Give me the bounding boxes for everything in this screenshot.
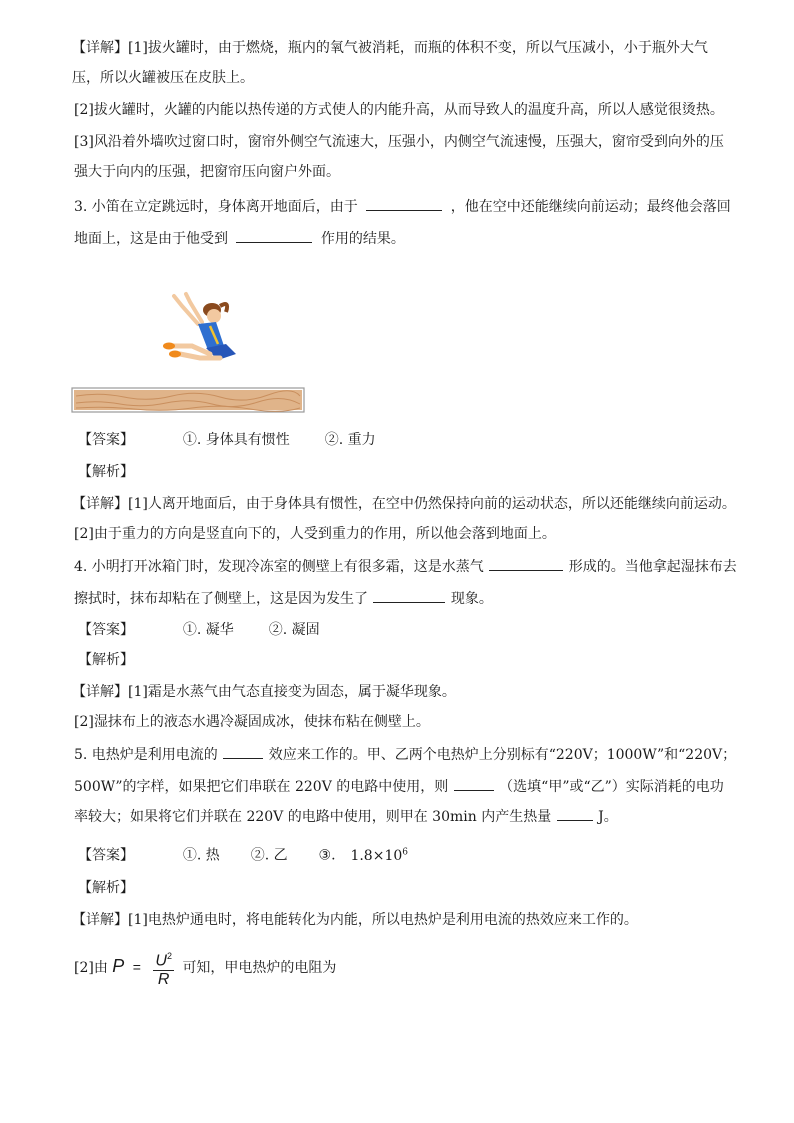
q2-detail-line-5: 强大于向内的压强，把窗帘压向窗户外面。 bbox=[74, 164, 340, 180]
jumper-shoe bbox=[163, 343, 175, 350]
q3-detail-2: [2]由于重力的方向是竖直向下的，人受到重力的作用，所以他会落到地面上。 bbox=[74, 526, 556, 542]
q4-answer-1: ①. 凝华 bbox=[182, 622, 234, 638]
q4-answer-2: ②. 凝固 bbox=[268, 622, 320, 638]
q3-answer-1: ①. 身体具有惯性 bbox=[182, 432, 290, 448]
q4-text-d: 现象。 bbox=[450, 591, 493, 607]
q3-answer-2: ②. 重力 bbox=[324, 432, 376, 448]
q3-text-b: ，他在空中还能继续向前运动；最终他会落回 bbox=[450, 199, 731, 215]
formula-numerator: $U^2$ bbox=[153, 947, 174, 971]
answer-tag: 【答案】 bbox=[78, 622, 134, 638]
q3-detail-1: 【详解】[1]人离开地面后，由于身体具有惯性，在空中仍然保持向前的运动状态，所以还能继续向前运动。 bbox=[72, 496, 736, 512]
q5-blank-3[interactable] bbox=[557, 806, 593, 821]
q5-detail-2-prefix: [2]由 bbox=[74, 960, 108, 976]
q3-answer-line bbox=[78, 430, 376, 450]
q4-analysis-tag: 【解析】 bbox=[78, 652, 134, 668]
q5-detail-2-suffix: 可知，甲电热炉的电阻为 bbox=[182, 960, 337, 976]
q3-blank-2[interactable] bbox=[236, 228, 312, 243]
q4-blank-1[interactable] bbox=[489, 556, 563, 571]
q5-stem-line-3 bbox=[74, 806, 618, 827]
q4-detail-2: [2]湿抹布上的液态水遇冷凝固成冰，使抹布粘在侧壁上。 bbox=[74, 714, 430, 730]
jumper-figure bbox=[163, 294, 236, 360]
q4-text-a: 4. 小明打开冰箱门时，发现冷冻室的侧壁上有很多霜，这是水蒸气 bbox=[74, 559, 484, 575]
q2-detail-line-3: [2]拔火罐时，火罐的内能以热传递的方式使人的内能升高，从而导致人的温度升高，所以人感觉很烫热。 bbox=[74, 102, 724, 118]
formula-fraction bbox=[153, 947, 174, 989]
long-jump-illustration bbox=[70, 288, 310, 416]
sand-pit bbox=[72, 388, 304, 412]
q2-detail-line-1: 【详解】[1]拔火罐时，由于燃烧，瓶内的氧气被消耗，而瓶的体积不变，所以气压减小，小于瓶外大气 bbox=[72, 40, 708, 56]
q5-text-c: 500W”的字样，如果把它们串联在 220V 的电路中使用，则 bbox=[74, 779, 449, 795]
q5-answer-3-label: ③. bbox=[318, 847, 336, 864]
formula-eq: = bbox=[132, 959, 141, 975]
q2-detail-line-4: [3]风沿着外墙吹过窗口时，窗帘外侧空气流速大，压强小，内侧空气流速慢，压强大，窗帘受到向外的压 bbox=[74, 134, 724, 150]
q3-blank-1[interactable] bbox=[366, 196, 442, 211]
q5-text-d: （选填“甲”或“乙”）实际消耗的电功 bbox=[499, 779, 724, 795]
answer-tag: 【答案】 bbox=[78, 432, 134, 448]
q3-stem-line-2 bbox=[74, 228, 405, 249]
q5-detail-1: 【详解】[1]电热炉通电时，将电能转化为内能，所以电热炉是利用电流的热效应来工作的。 bbox=[72, 912, 638, 928]
q4-answer-line bbox=[78, 620, 320, 640]
q5-answer-2: ②. 乙 bbox=[250, 847, 288, 864]
jumper-shoe bbox=[169, 351, 181, 358]
q5-answer-1: ①. 热 bbox=[182, 847, 220, 864]
q2-detail-line-2: 压，所以火罐被压在皮肤上。 bbox=[72, 70, 254, 86]
q4-stem-line-2 bbox=[74, 588, 493, 609]
q4-blank-2[interactable] bbox=[373, 588, 445, 603]
q4-stem-line-1 bbox=[74, 556, 737, 577]
q5-answer-line bbox=[78, 842, 408, 866]
power-formula bbox=[112, 950, 182, 989]
q5-stem-line-2 bbox=[74, 776, 724, 797]
jumper-ponytail bbox=[220, 304, 227, 312]
q5-answer-3-value: $1.8\times 10^6$ bbox=[350, 847, 408, 864]
answer-tag: 【答案】 bbox=[78, 847, 134, 864]
q4-detail-1: 【详解】[1]霜是水蒸气由气态直接变为固态，属于凝华现象。 bbox=[72, 684, 456, 700]
q3-text-c: 地面上，这是由于他受到 bbox=[74, 231, 228, 247]
q5-detail-2 bbox=[74, 946, 336, 989]
formula-denominator: R bbox=[157, 971, 170, 989]
jumper-head bbox=[207, 309, 221, 323]
q5-text-f: J。 bbox=[598, 809, 618, 825]
q3-text-a: 3. 小笛在立定跳远时，身体离开地面后，由于 bbox=[74, 199, 358, 215]
formula-lhs: P bbox=[112, 956, 125, 976]
q5-blank-1[interactable] bbox=[223, 744, 263, 759]
q4-text-c: 擦拭时，抹布却粘在了侧壁上，这是因为发生了 bbox=[74, 591, 368, 607]
q5-text-a: 5. 电热炉是利用电流的 bbox=[74, 747, 218, 763]
q5-text-e: 率较大；如果将它们并联在 220V 的电路中使用，则甲在 30min 内产生热量 bbox=[74, 809, 552, 825]
q3-analysis-tag: 【解析】 bbox=[78, 464, 134, 480]
q4-text-b: 形成的。当他拿起湿抹布去 bbox=[568, 559, 737, 575]
q3-stem-line-1 bbox=[74, 196, 731, 217]
q5-blank-2[interactable] bbox=[454, 776, 494, 791]
q3-text-d: 作用的结果。 bbox=[320, 231, 405, 247]
q5-text-b: 效应来工作的。甲、乙两个电热炉上分别标有“220V；1000W”和“220V； bbox=[268, 747, 737, 763]
q5-stem-line-1 bbox=[74, 744, 736, 765]
q5-analysis-tag: 【解析】 bbox=[78, 880, 134, 896]
